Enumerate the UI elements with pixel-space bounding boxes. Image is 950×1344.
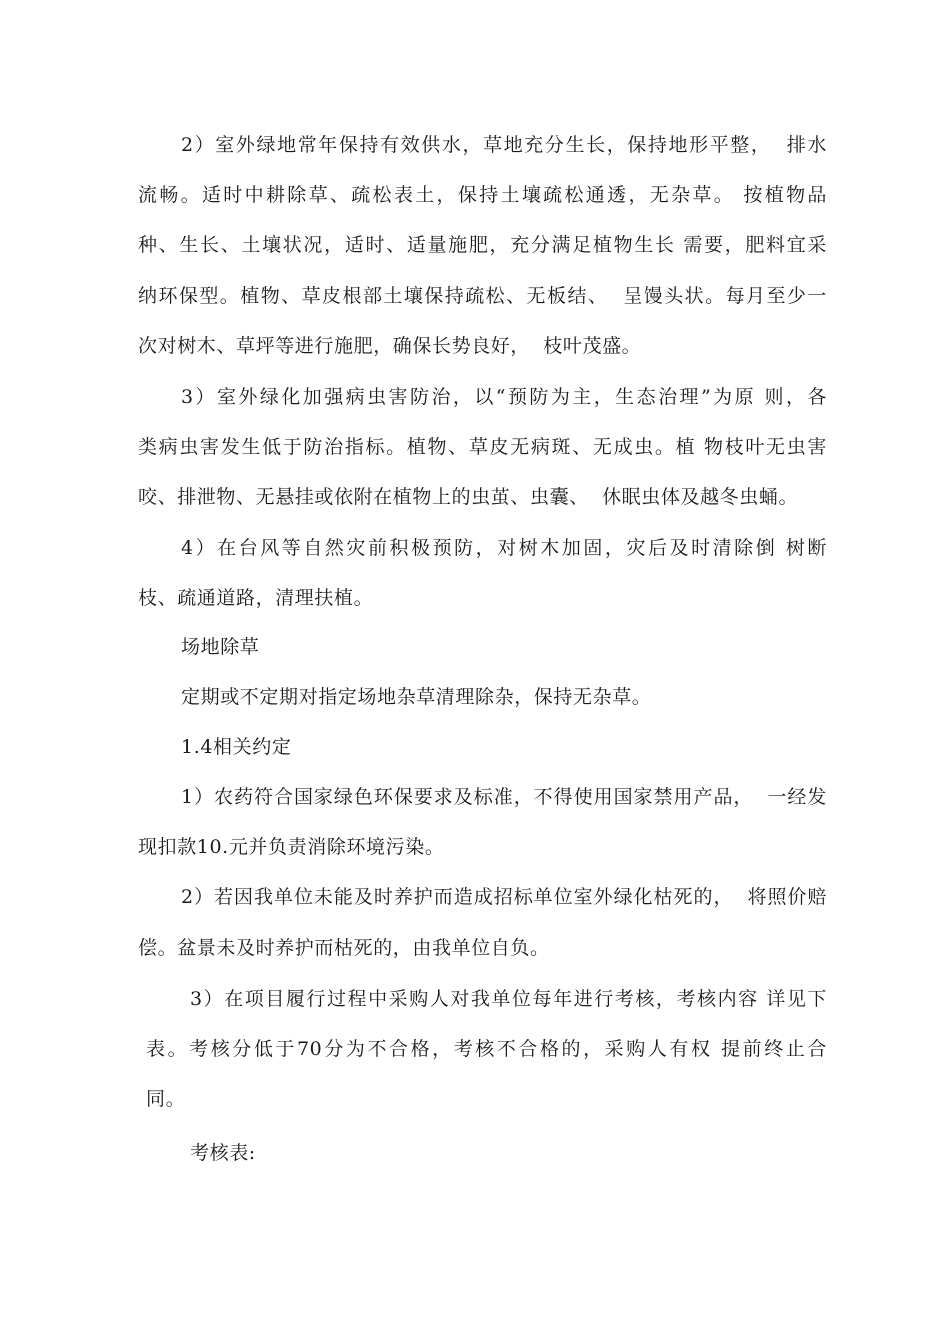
paragraph-line: 偿。盆景未及时养护而枯死的，由我单位自负。 [138, 937, 550, 959]
section-heading-agreements: 1.4相关约定 [181, 736, 292, 758]
paragraph-line: 3）在项目履行过程中采购人对我单位每年进行考核，考核内容 详见下 [190, 988, 827, 1010]
paragraph-line: 2）若因我单位未能及时养护而造成招标单位室外绿化枯死的， 将照价赔 [181, 886, 827, 908]
paragraph-line: 种、生长、土壤状况，适时、适量施肥，充分满足植物生长 需要，肥料宜采 [138, 234, 827, 256]
paragraph-line: 流畅。适时中耕除草、疏松表土，保持土壤疏松通透，无杂草。 按植物品 [138, 184, 827, 206]
paragraph-line: 枝、疏通道路，清理扶植。 [138, 587, 374, 609]
paragraph-line: 现扣款10.元并负责消除环境污染。 [138, 836, 445, 858]
paragraph-line: 2）室外绿地常年保持有效供水，草地充分生长，保持地形平整， 排水 [181, 134, 827, 156]
paragraph-line: 3）室外绿化加强病虫害防治，以“预防为主，生态治理”为原 则，各 [181, 386, 827, 408]
paragraph-line: 纳环保型。植物、草皮根部土壤保持疏松、无板结、 呈馒头状。每月至少一 [138, 285, 827, 307]
paragraph-line: 4）在台风等自然灾前积极预防，对树木加固，灾后及时清除倒 树断 [181, 537, 827, 559]
paragraph-line: 同。 [146, 1088, 186, 1110]
assessment-table-caption: 考核表: [190, 1142, 256, 1164]
paragraph-line: 类病虫害发生低于防治指标。植物、草皮无病斑、无成虫。植 物枝叶无虫害 [138, 436, 827, 458]
section-heading-weeding: 场地除草 [181, 636, 260, 658]
paragraph-line: 1）农药符合国家绿色环保要求及标准，不得使用国家禁用产品， 一经发 [181, 786, 827, 808]
paragraph-line: 表。考核分低于70分为不合格，考核不合格的，采购人有权 提前终止合 [146, 1038, 827, 1060]
paragraph-line: 咬、排泄物、无悬挂或依附在植物上的虫茧、虫囊、 休眠虫体及越冬虫蛹。 [138, 486, 799, 508]
paragraph-line: 次对树木、草坪等进行施肥，确保长势良好， 枝叶茂盛。 [138, 335, 642, 357]
paragraph-weeding: 定期或不定期对指定场地杂草清理除杂，保持无杂草。 [181, 686, 652, 708]
